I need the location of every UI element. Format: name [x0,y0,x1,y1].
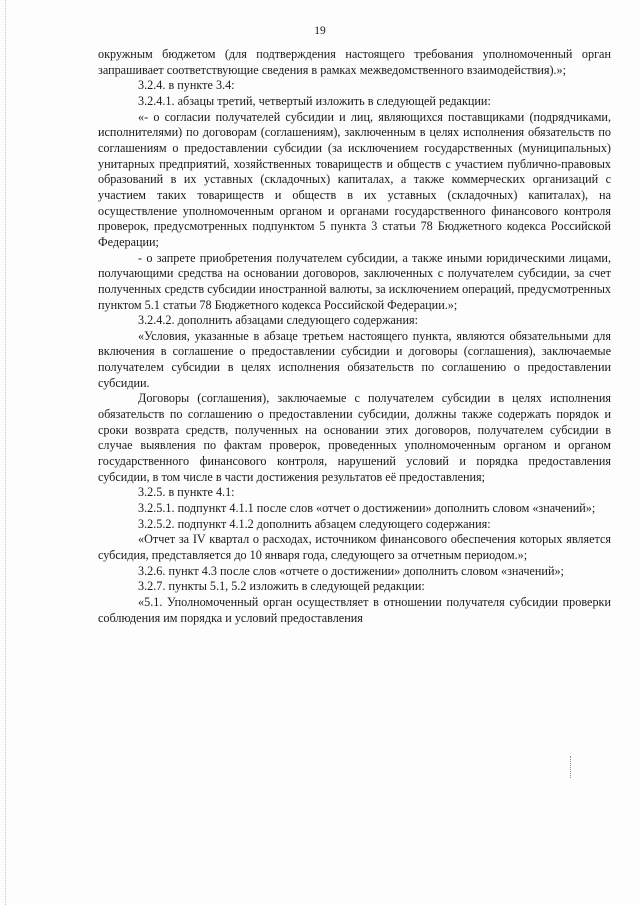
paragraph-continuation: окружным бюджетом (для подтверждения настоящего требования уполномоченный орган запрашивает соответствующие сведения в рамках межведомственного взаимодействия).»; [98,47,611,77]
paragraph-currency-ban-clause: - о запрете приобретения получателем субсидии, а также иными юридическими лицами, получающими средства на основании договоров, заключенных с получателем субсидии, за счет полученных средств субсидии иностранной валюты, за исключением операций, предусмотренных пунктом 5.1 статьи 78 Бюджетного кодекса Российской Федерации.»; [98,250,611,312]
document-body [98,47,611,626]
paragraph-3-2-6: 3.2.6. пункт 4.3 после слов «отчете о достижении» дополнить словом «значений»; [138,563,564,578]
paragraph-3-2-5: 3.2.5. в пункте 4.1: [138,485,235,500]
scan-artifact-mark [570,756,573,778]
page-edge-line [5,0,6,905]
paragraph-5-1: «5.1. Уполномоченный орган осуществляет в отношении получателя субсидии проверки соблюдения им порядка и условий предоставления [98,594,611,625]
paragraph-contracts-clause: Договоры (соглашения), заключаемые с получателем субсидии в целях исполнения обязательств по соглашению о предоставлении субсидии, должны также содержать порядок и сроки возврата средств, полученных на основании этих договоров, получателем субсидии в случае выявления по фактам проверок, проведенных уполномоченным органом и органом государственного финансового контроля, нарушений условий и порядка предоставления субсидии, в том числе в части достижения результатов её предоставления; [98,391,611,484]
page-number: 19 [314,25,326,37]
paragraph-3-2-4-2: 3.2.4.2. дополнить абзацами следующего содержания: [138,313,418,328]
paragraph-conditions-clause: «Условия, указанные в абзаце третьем настоящего пункта, являются обязательными для включения в соглашение о предоставлении субсидии и договоры (соглашения), заключаемые получателем субсидии в целях исполнения обязательств по соглашению о предоставлении субсидии. [98,328,611,390]
paragraph-3-2-5-2: 3.2.5.2. подпункт 4.1.2 дополнить абзацем следующего содержания: [138,516,491,531]
paragraph-report-clause: «Отчет за IV квартал о расходах, источником финансового обеспечения которых является субсидия, представляется до 10 января года, следующего за отчетным периодом.»; [98,532,611,562]
paragraph-3-2-4-1: 3.2.4.1. абзацы третий, четвертый изложить в следующей редакции: [138,93,491,108]
paragraph-consent-clause: «- о согласии получателей субсидии и лиц, являющихся поставщиками (подрядчиками, исполнителями) по договорам (соглашениям), заключенным в целях исполнения обязательств по соглашениям о предоставлении субсидии (за исключением государственных (муниципальных) унитарных предприятий, хозяйственных товариществ и обществ с участием публично-правовых образований в их уставных (складочных) капиталах, а также коммерческих организаций с участием таких товариществ и обществ в их уставных (складочных) капиталах), на осуществление уполномоченным органом и органами государственного финансового контроля проверок, предусмотренных подпунктом 5 пункта 3 статьи 78 Бюджетного кодекса Российской Федерации; [98,109,611,249]
paragraph-3-2-4: 3.2.4. в пункте 3.4: [138,78,235,93]
paragraph-3-2-5-1: 3.2.5.1. подпункт 4.1.1 после слов «отчет о достижении» дополнить словом «значений»; [138,501,596,516]
paragraph-3-2-7: 3.2.7. пункты 5.1, 5.2 изложить в следующей редакции: [138,579,425,594]
